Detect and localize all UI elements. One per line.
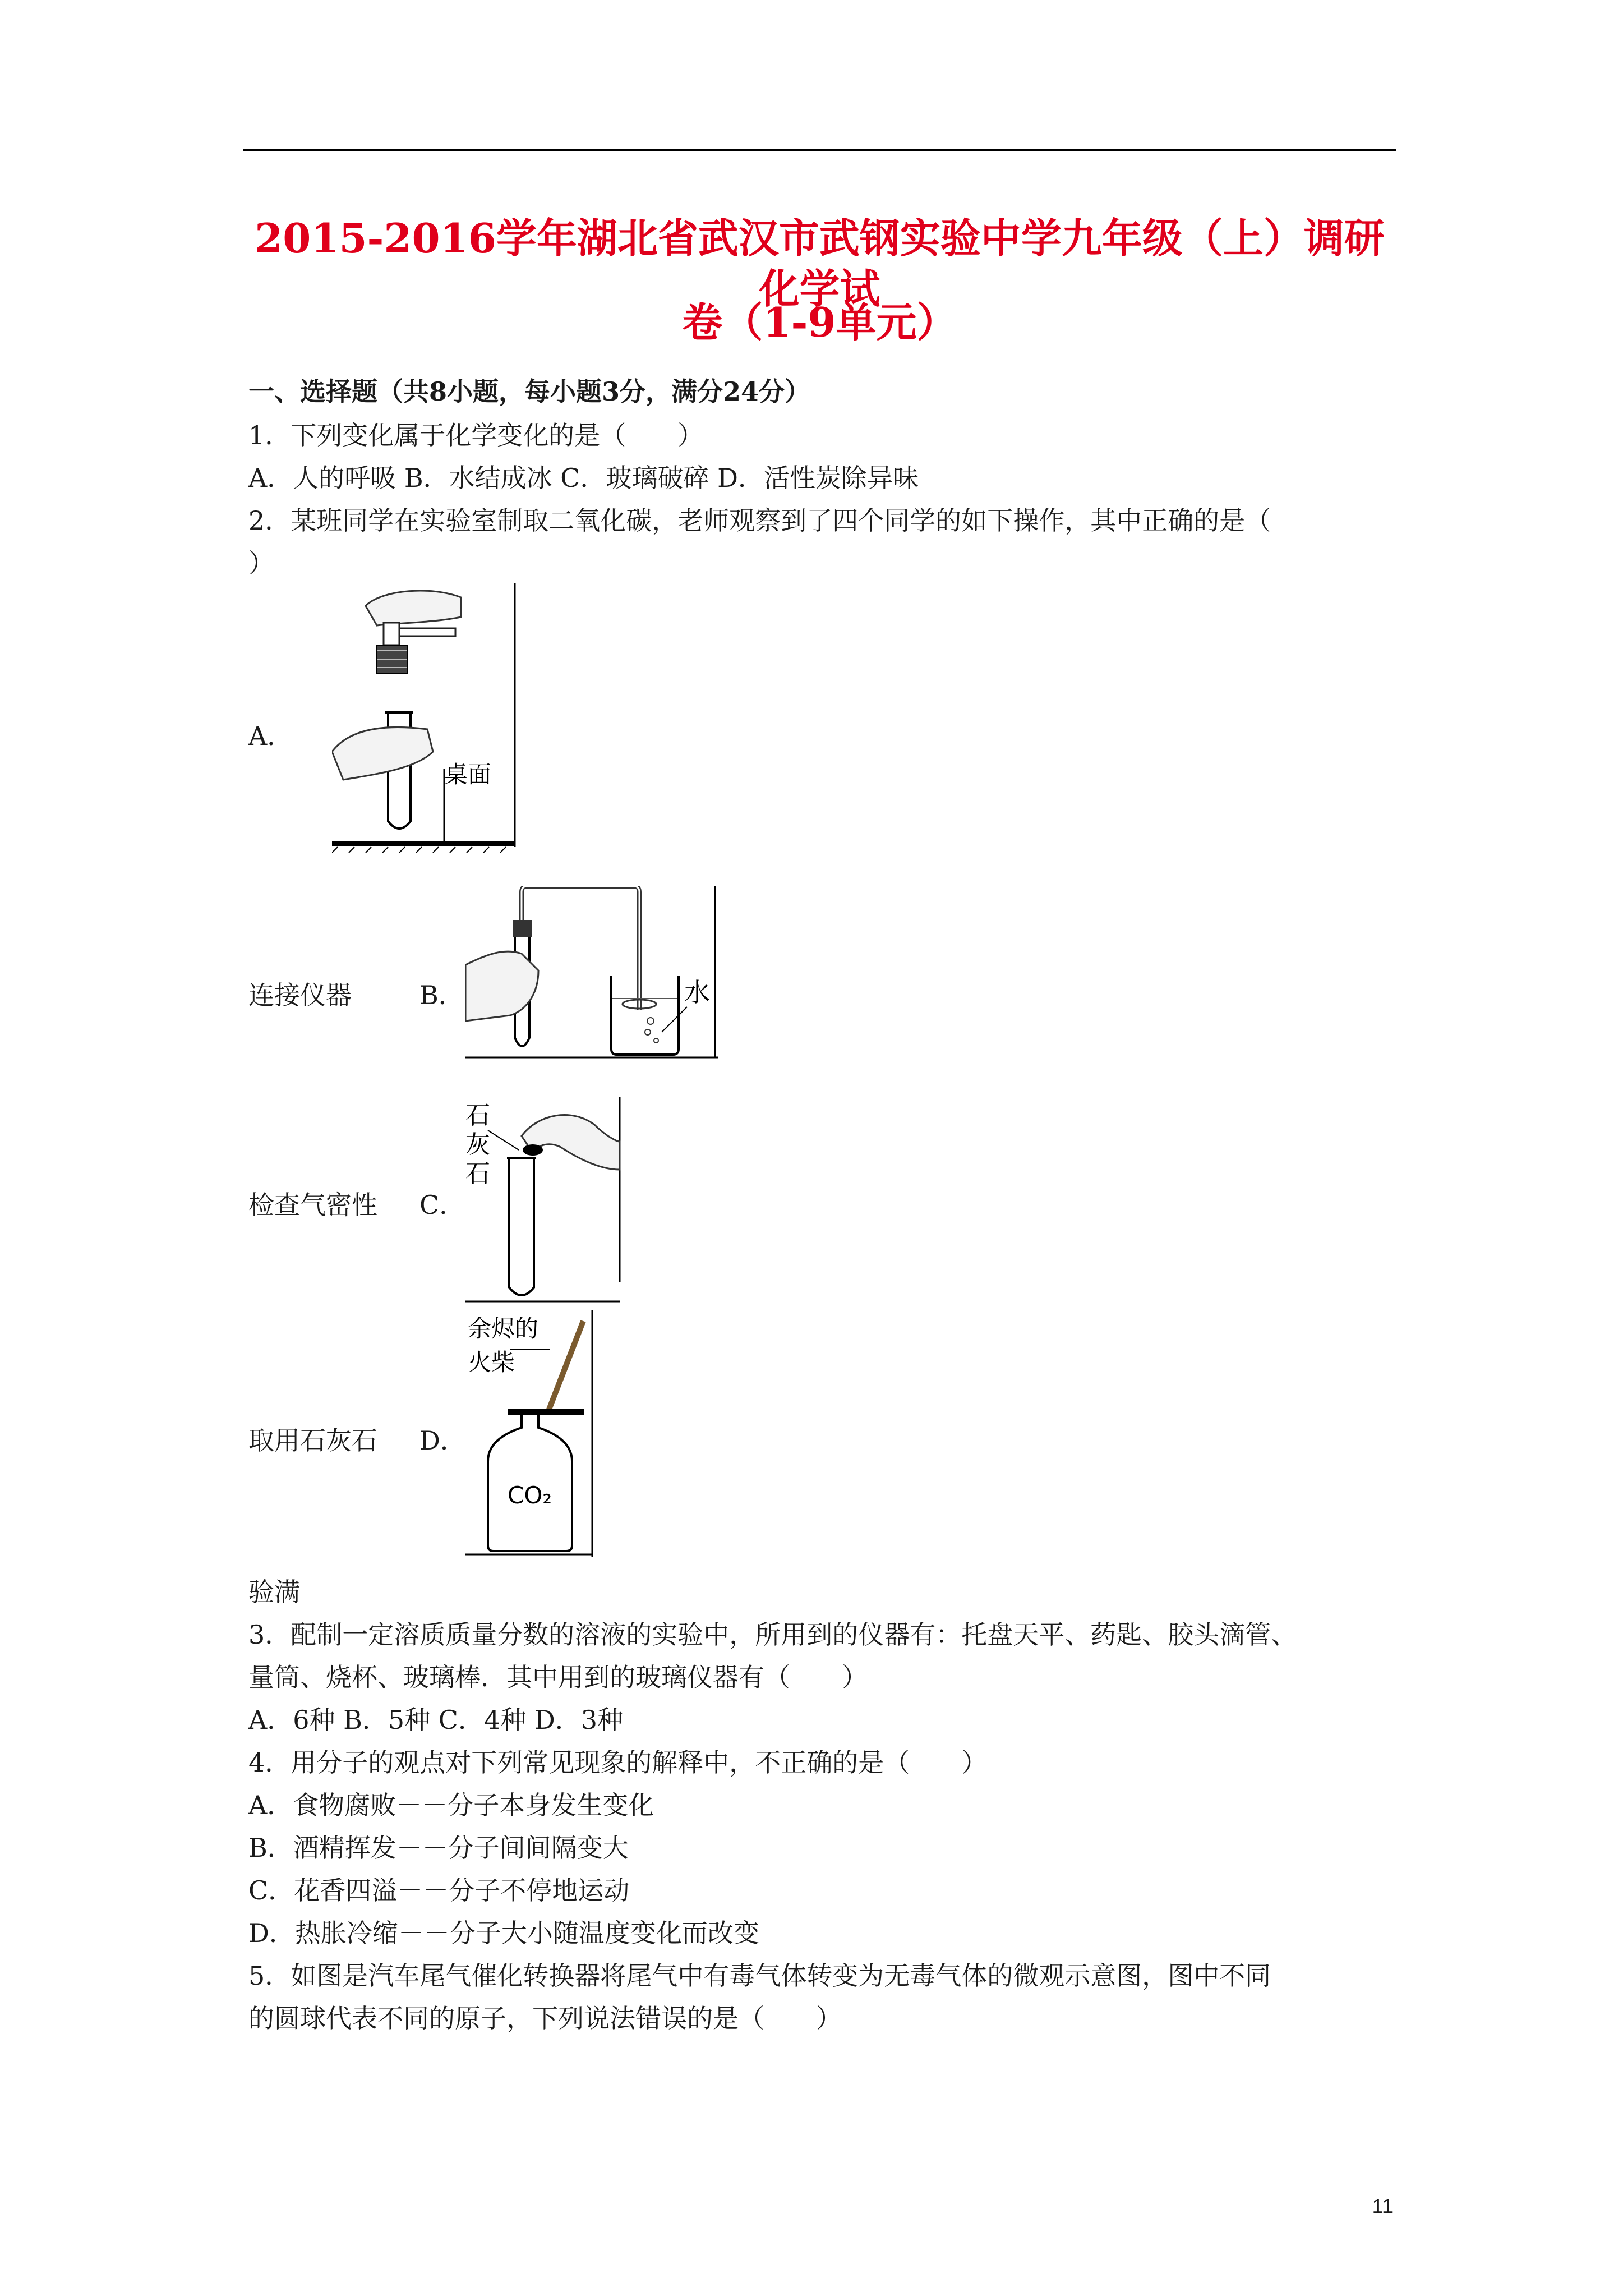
q4-option-a: A．食物腐败－－分子本身发生变化: [248, 1790, 654, 1820]
q2-option-b-letter: B．: [419, 980, 464, 1010]
q3-line1: 3．配制一定溶质质量分数的溶液的实验中，所用到的仪器有：托盘天平、药匙、胶头滴管、: [248, 1619, 1297, 1650]
q2-option-d-caption: 验满: [248, 1577, 300, 1607]
q5-line1: 5．如图是汽车尾气催化转换器将尾气中有毒气体转变为无毒气体的微观示意图，图中不同: [248, 1961, 1271, 1991]
q1-options: A．人的呼吸 B．水结成冰 C．玻璃破碎 D．活性炭除异味: [248, 463, 919, 493]
q4-stem: 4．用分子的观点对下列常见现象的解释中，不正确的是（ ）: [248, 1747, 988, 1778]
q2-option-c-caption: 取用石灰石: [248, 1425, 377, 1456]
q4-option-b: B．酒精挥发－－分子间间隔变大: [248, 1833, 629, 1863]
q2-figure-d-label-1: 余烬的: [468, 1315, 539, 1342]
q2-option-b-caption: 检查气密性: [248, 1190, 377, 1220]
section-heading: 一、选择题（共8小题，每小题3分，满分24分）: [248, 376, 811, 407]
q2-figure-a: [332, 583, 517, 853]
q2-stem-line1: 2．某班同学在实验室制取二氧化碳，老师观察到了四个同学的如下操作，其中正确的是（: [248, 505, 1271, 536]
doc-title-line2: 卷（1-9单元）: [682, 298, 957, 346]
q2-figure-b: [465, 886, 718, 1060]
q2-figure-c-label-2: 灰: [465, 1130, 490, 1159]
header-rule: [243, 149, 1396, 151]
q2-figure-b-label: 水: [684, 977, 710, 1007]
doc-title-line1: 2015-2016学年湖北省武汉市武钢实验中学九年级（上）调研化学试: [255, 214, 1385, 312]
q3-options: A．6种 B．5种 C．4种 D．3种: [248, 1705, 624, 1735]
q2-option-a-letter: A．: [248, 721, 293, 751]
q2-figure-d-label-2: 火柴: [468, 1349, 515, 1376]
q2-figure-d-bottle-label: CO₂: [508, 1481, 552, 1509]
q2-figure-c-label-3: 石: [465, 1159, 490, 1188]
q5-line2: 的圆球代表不同的原子，下列说法错误的是（ ）: [248, 2003, 842, 2033]
q4-option-d: D．热胀冷缩－－分子大小随温度变化而改变: [248, 1918, 759, 1948]
q2-option-a-caption: 连接仪器: [248, 980, 352, 1010]
q4-option-c: C．花香四溢－－分子不停地运动: [248, 1875, 630, 1906]
q2-figure-c-label-1: 石: [465, 1101, 490, 1130]
q2-figure-a-label: 桌面: [444, 761, 492, 788]
q3-line2: 量筒、烧杯、玻璃棒．其中用到的玻璃仪器有（ ）: [248, 1662, 868, 1692]
q2-figure-d: [465, 1310, 594, 1557]
q2-figure-c: [465, 1097, 623, 1304]
q2-option-d-letter: D．: [419, 1425, 466, 1456]
q2-stem-line2: ）: [248, 548, 274, 578]
q2-option-c-letter: C．: [419, 1190, 465, 1220]
q1-stem: 1．下列变化属于化学变化的是（ ）: [248, 420, 704, 450]
page-number: 11: [1372, 2194, 1393, 2217]
